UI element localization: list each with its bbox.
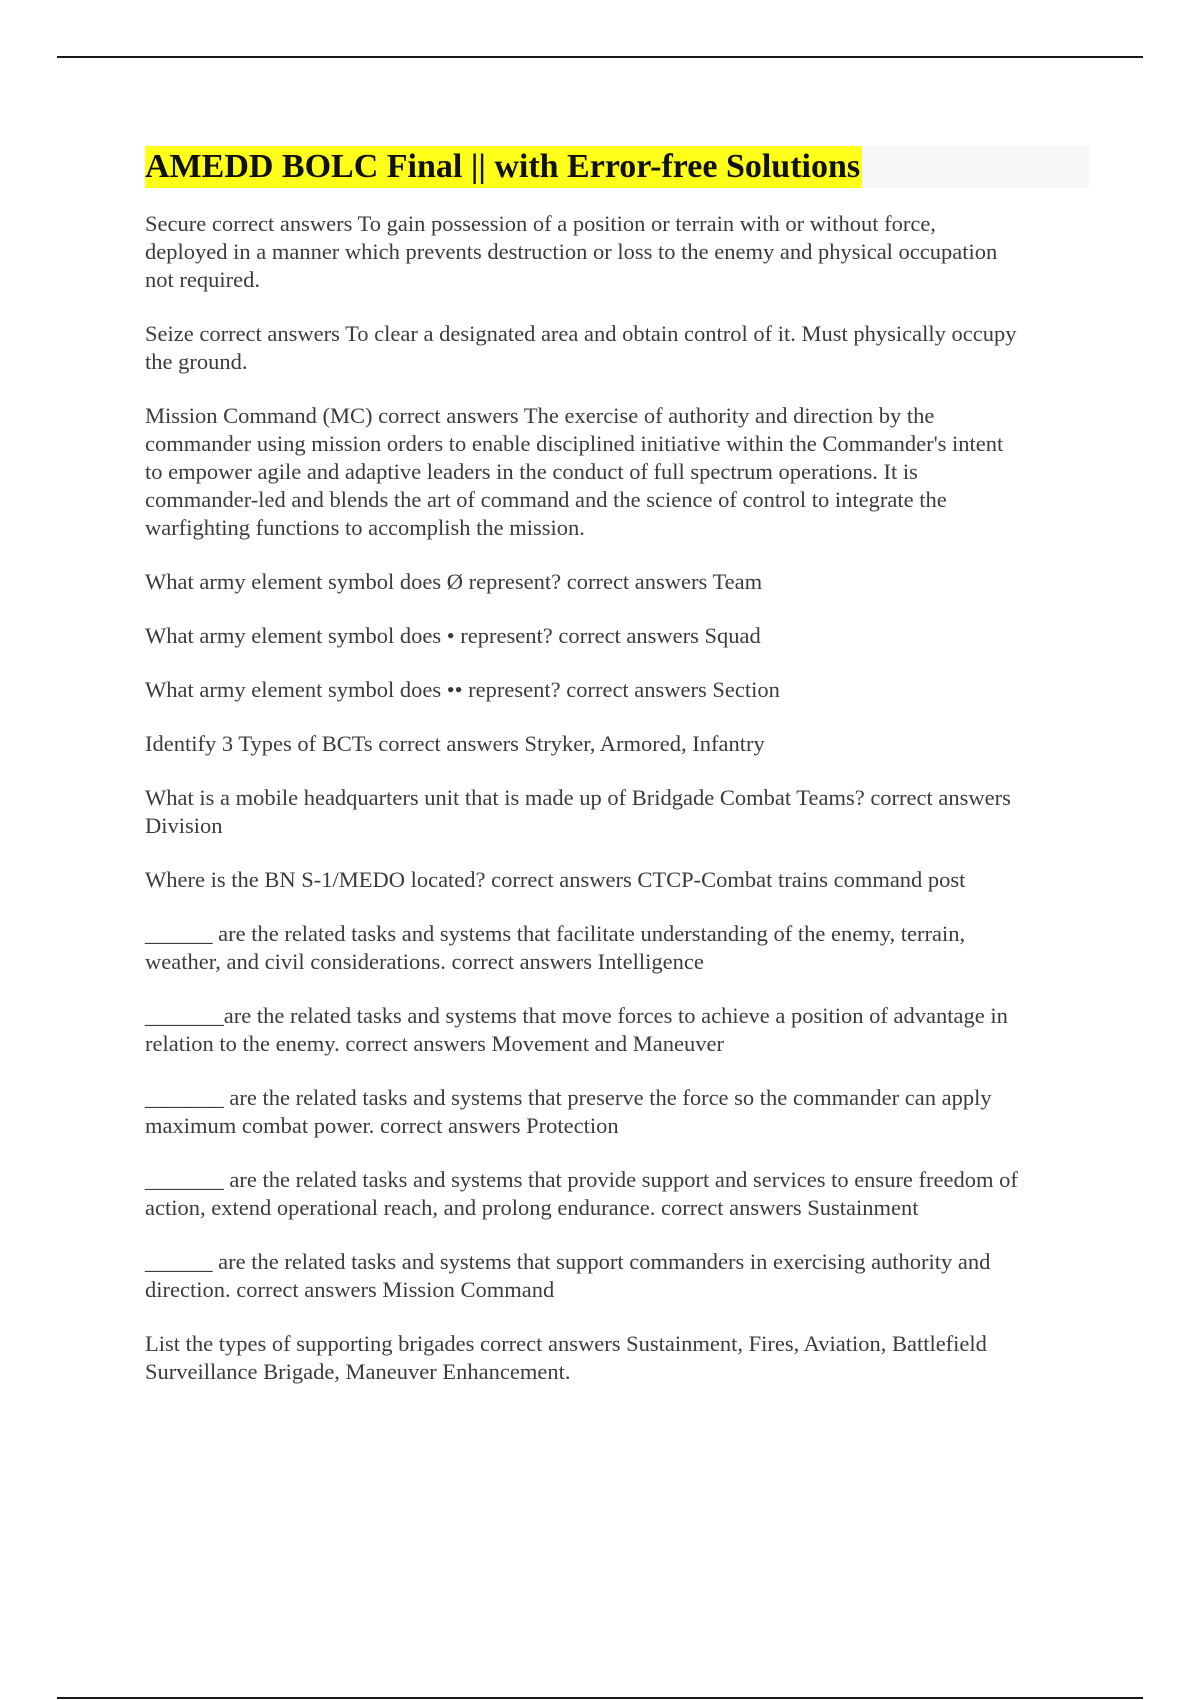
qa-list bbox=[145, 210, 1089, 1386]
document-body bbox=[145, 146, 1089, 1412]
qa-entry-line: weather, and civil considerations. correct answers Intelligence bbox=[145, 949, 704, 974]
qa-entry-line: Secure correct answers To gain possession of a position or terrain with or without force, bbox=[145, 211, 936, 236]
qa-entry bbox=[145, 1248, 1089, 1304]
qa-entry-line: What is a mobile headquarters unit that is made up of Bridgade Combat Teams? correct answers bbox=[145, 785, 1011, 810]
qa-entry-line: not required. bbox=[145, 267, 260, 292]
qa-entry bbox=[145, 784, 1089, 840]
qa-entry-line: ______ are the related tasks and systems that support commanders in exercising authority and bbox=[145, 1249, 991, 1274]
top-rule bbox=[57, 56, 1143, 58]
qa-entry bbox=[145, 920, 1089, 976]
qa-entry bbox=[145, 1330, 1089, 1386]
qa-entry bbox=[145, 730, 1089, 758]
qa-entry-line: maximum combat power. correct answers Protection bbox=[145, 1113, 619, 1138]
qa-entry bbox=[145, 402, 1089, 542]
qa-entry-line: warfighting functions to accomplish the mission. bbox=[145, 515, 585, 540]
qa-entry-line: relation to the enemy. correct answers Movement and Maneuver bbox=[145, 1031, 724, 1056]
qa-entry-line: deployed in a manner which prevents destruction or loss to the enemy and physical occupation bbox=[145, 239, 998, 264]
qa-entry bbox=[145, 622, 1089, 650]
qa-entry-line: What army element symbol does Ø represent? correct answers Team bbox=[145, 569, 763, 594]
bottom-rule bbox=[57, 1697, 1143, 1699]
qa-entry-line: What army element symbol does • represent? correct answers Squad bbox=[145, 623, 761, 648]
qa-entry-line: Seize correct answers To clear a designated area and obtain control of it. Must physically occupy bbox=[145, 321, 1017, 346]
qa-entry bbox=[145, 676, 1089, 704]
qa-entry-line: direction. correct answers Mission Command bbox=[145, 1277, 555, 1302]
qa-entry-line: _______are the related tasks and systems that move forces to achieve a position of advantage in bbox=[145, 1003, 1008, 1028]
qa-entry-line: commander using mission orders to enable disciplined initiative within the Commander's intent bbox=[145, 431, 1004, 456]
qa-entry-line: Identify 3 Types of BCTs correct answers Stryker, Armored, Infantry bbox=[145, 731, 765, 756]
qa-entry bbox=[145, 320, 1089, 376]
qa-entry-line: to empower agile and adaptive leaders in the conduct of full spectrum operations. It is bbox=[145, 459, 918, 484]
qa-entry-line: List the types of supporting brigades correct answers Sustainment, Fires, Aviation, Battlefield bbox=[145, 1331, 987, 1356]
qa-entry-line: commander-led and blends the art of command and the science of control to integrate the bbox=[145, 487, 947, 512]
qa-entry bbox=[145, 866, 1089, 894]
qa-entry-line: the ground. bbox=[145, 349, 248, 374]
qa-entry-line: Division bbox=[145, 813, 223, 838]
qa-entry-line: action, extend operational reach, and prolong endurance. correct answers Sustainment bbox=[145, 1195, 919, 1220]
qa-entry bbox=[145, 1084, 1089, 1140]
qa-entry-line: _______ are the related tasks and systems that provide support and services to ensure freedom of bbox=[145, 1167, 1018, 1192]
qa-entry-line: _______ are the related tasks and systems that preserve the force so the commander can apply bbox=[145, 1085, 992, 1110]
qa-entry-line: Surveillance Brigade, Maneuver Enhancement. bbox=[145, 1359, 571, 1384]
qa-entry bbox=[145, 1166, 1089, 1222]
qa-entry-line: ______ are the related tasks and systems that facilitate understanding of the enemy, terrain, bbox=[145, 921, 966, 946]
title-banner bbox=[145, 146, 1089, 188]
document-title: AMEDD BOLC Final || with Error-free Solutions bbox=[145, 146, 862, 188]
qa-entry-line: Where is the BN S-1/MEDO located? correct answers CTCP-Combat trains command post bbox=[145, 867, 966, 892]
qa-entry-line: What army element symbol does •• represent? correct answers Section bbox=[145, 677, 780, 702]
qa-entry bbox=[145, 210, 1089, 294]
qa-entry bbox=[145, 1002, 1089, 1058]
qa-entry-line: Mission Command (MC) correct answers The exercise of authority and direction by the bbox=[145, 403, 935, 428]
qa-entry bbox=[145, 568, 1089, 596]
